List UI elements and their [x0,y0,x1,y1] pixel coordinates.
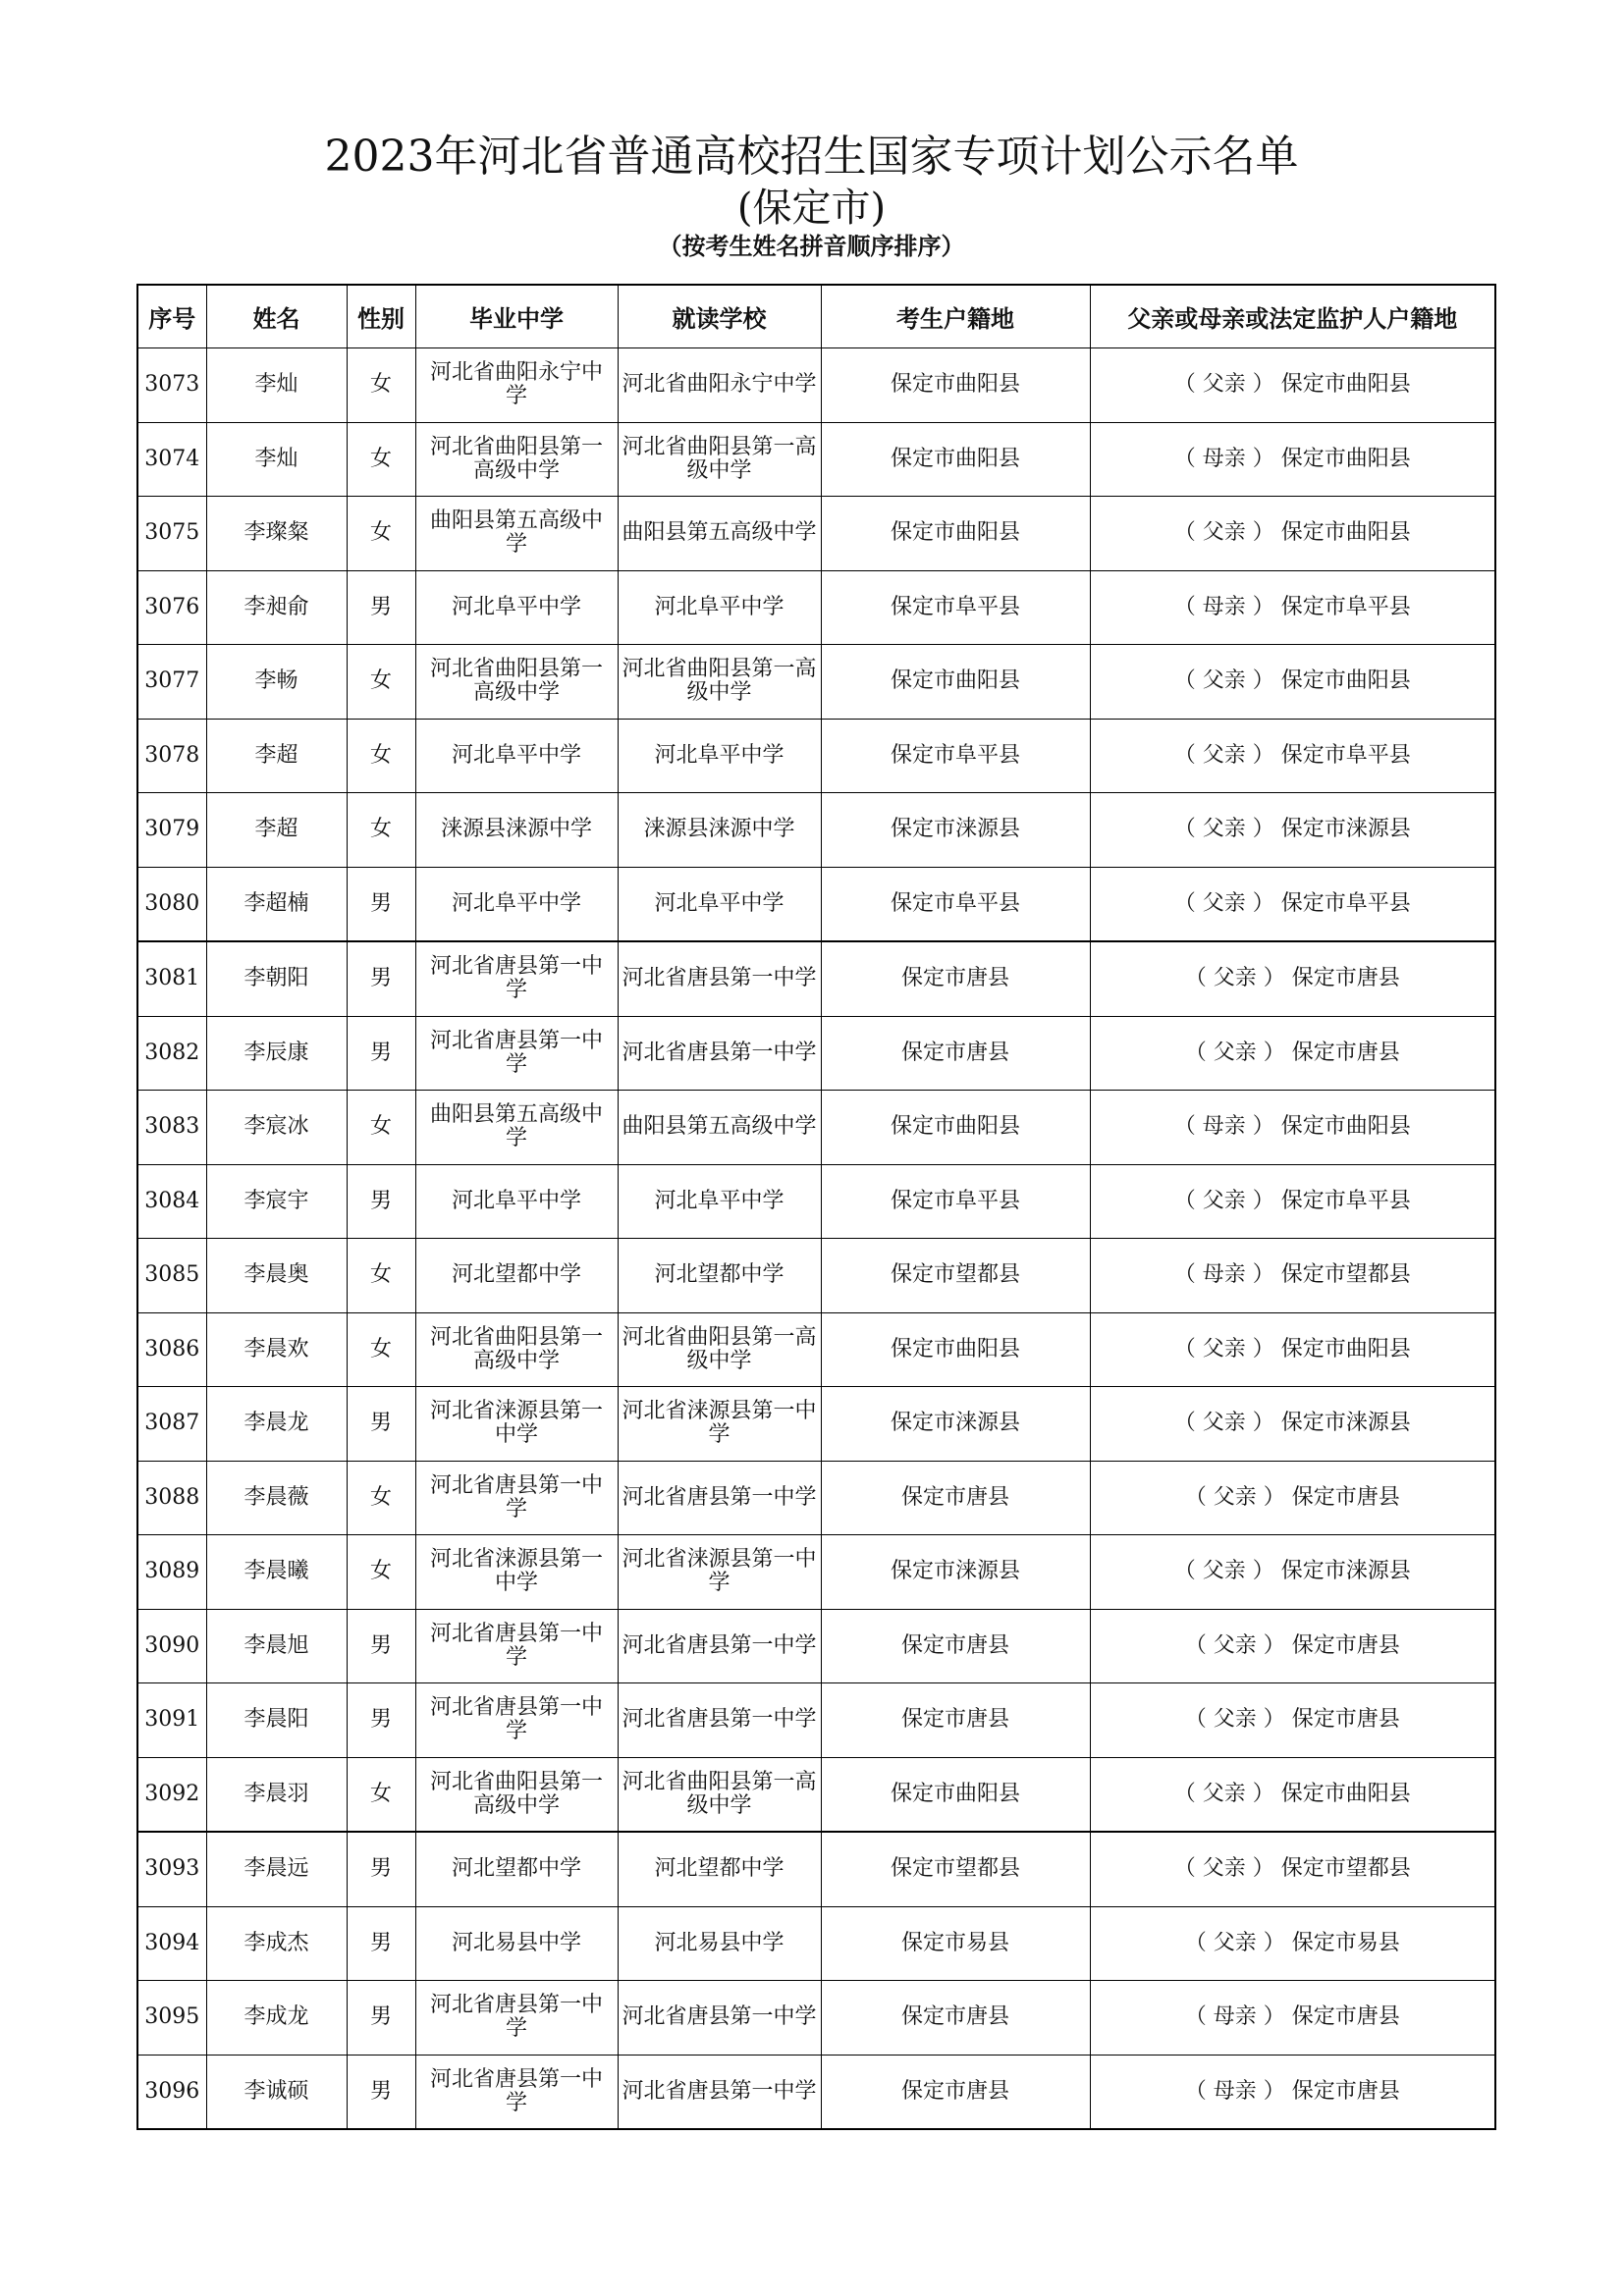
cell-serial: 3091 [137,1683,206,1758]
cell-guardian-residence: （ 父亲 ） 保定市阜平县 [1090,1164,1495,1239]
cell-graduation-school: 河北阜平中学 [415,1164,618,1239]
cell-current-school: 河北望都中学 [618,1832,821,1906]
cell-serial: 3073 [137,348,206,423]
cell-current-school: 曲阳县第五高级中学 [618,1091,821,1165]
table-row [137,1757,1495,1832]
cell-graduation-school: 河北省唐县第一中学 [415,1981,618,2056]
cell-candidate-residence: 保定市涞源县 [821,1387,1090,1462]
cell-guardian-residence: （ 父亲 ） 保定市望都县 [1090,1832,1495,1906]
cell-guardian-residence: （ 父亲 ） 保定市曲阳县 [1090,645,1495,720]
cell-candidate-residence: 保定市阜平县 [821,1164,1090,1239]
cell-guardian-residence: （ 母亲 ） 保定市望都县 [1090,1239,1495,1313]
table-row [137,1461,1495,1535]
cell-gender: 男 [347,1981,415,2056]
cell-candidate-residence: 保定市曲阳县 [821,1312,1090,1387]
cell-graduation-school: 河北省唐县第一中学 [415,1683,618,1758]
cell-candidate-residence: 保定市涞源县 [821,1535,1090,1610]
cell-current-school: 涞源县涞源中学 [618,793,821,868]
cell-serial: 3096 [137,2055,206,2129]
cell-candidate-residence: 保定市唐县 [821,1609,1090,1683]
cell-name: 李超 [206,793,347,868]
cell-candidate-residence: 保定市唐县 [821,1461,1090,1535]
cell-name: 李畅 [206,645,347,720]
table-row [137,1091,1495,1165]
table-row [137,1535,1495,1610]
cell-guardian-residence: （ 母亲 ） 保定市曲阳县 [1090,1091,1495,1165]
cell-guardian-residence: （ 父亲 ） 保定市涞源县 [1090,1535,1495,1610]
cell-gender: 女 [347,719,415,793]
cell-current-school: 河北省唐县第一中学 [618,1683,821,1758]
cell-name: 李晨欢 [206,1312,347,1387]
cell-gender: 女 [347,793,415,868]
header-serial: 序号 [137,285,206,348]
cell-candidate-residence: 保定市曲阳县 [821,645,1090,720]
table-row [137,1387,1495,1462]
header-guardian-residence: 父亲或母亲或法定监护人户籍地 [1090,285,1495,348]
cell-guardian-residence: （ 父亲 ） 保定市唐县 [1090,1461,1495,1535]
cell-graduation-school: 涞源县涞源中学 [415,793,618,868]
cell-current-school: 河北省曲阳县第一高级中学 [618,1312,821,1387]
cell-name: 李晨龙 [206,1387,347,1462]
table-row [137,1981,1495,2056]
cell-name: 李宸冰 [206,1091,347,1165]
cell-current-school: 河北阜平中学 [618,570,821,645]
cell-guardian-residence: （ 父亲 ） 保定市唐县 [1090,941,1495,1016]
cell-graduation-school: 河北省曲阳县第一高级中学 [415,645,618,720]
cell-candidate-residence: 保定市唐县 [821,1016,1090,1091]
cell-graduation-school: 河北阜平中学 [415,719,618,793]
cell-graduation-school: 河北省涞源县第一中学 [415,1535,618,1610]
table-body [137,348,1495,2130]
cell-graduation-school: 河北省唐县第一中学 [415,1016,618,1091]
cell-graduation-school: 河北省曲阳县第一高级中学 [415,422,618,497]
cell-serial: 3093 [137,1832,206,1906]
cell-graduation-school: 河北省曲阳永宁中学 [415,348,618,423]
sort-note: （按考生姓名拼音顺序排序） [658,233,965,260]
document-title: 2023年河北省普通高校招生国家专项计划公示名单 [324,132,1299,182]
cell-name: 李晨远 [206,1832,347,1906]
cell-serial: 3081 [137,941,206,1016]
cell-gender: 女 [347,348,415,423]
cell-gender: 男 [347,1906,415,1981]
cell-graduation-school: 河北易县中学 [415,1906,618,1981]
header-current-school: 就读学校 [618,285,821,348]
cell-name: 李昶俞 [206,570,347,645]
cell-current-school: 河北省唐县第一中学 [618,1609,821,1683]
table-row [137,1312,1495,1387]
cell-serial: 3079 [137,793,206,868]
cell-candidate-residence: 保定市曲阳县 [821,1091,1090,1165]
cell-serial: 3074 [137,422,206,497]
cell-current-school: 河北省唐县第一中学 [618,1981,821,2056]
cell-serial: 3089 [137,1535,206,1610]
cell-name: 李超 [206,719,347,793]
cell-guardian-residence: （ 母亲 ） 保定市曲阳县 [1090,422,1495,497]
cell-current-school: 河北阜平中学 [618,1164,821,1239]
cell-gender: 女 [347,1535,415,1610]
cell-current-school: 河北省唐县第一中学 [618,1016,821,1091]
cell-candidate-residence: 保定市阜平县 [821,570,1090,645]
cell-current-school: 河北省曲阳永宁中学 [618,348,821,423]
cell-name: 李灿 [206,422,347,497]
cell-gender: 男 [347,570,415,645]
cell-guardian-residence: （ 父亲 ） 保定市易县 [1090,1906,1495,1981]
cell-serial: 3086 [137,1312,206,1387]
cell-name: 李晨曦 [206,1535,347,1610]
cell-graduation-school: 河北省唐县第一中学 [415,1609,618,1683]
cell-graduation-school: 河北阜平中学 [415,867,618,941]
cell-candidate-residence: 保定市涞源县 [821,793,1090,868]
table-row [137,645,1495,720]
cell-graduation-school: 河北省唐县第一中学 [415,2055,618,2129]
cell-graduation-school: 曲阳县第五高级中学 [415,1091,618,1165]
cell-candidate-residence: 保定市望都县 [821,1832,1090,1906]
cell-name: 李晨阳 [206,1683,347,1758]
cell-name: 李璨粲 [206,497,347,571]
cell-gender: 男 [347,1609,415,1683]
cell-serial: 3085 [137,1239,206,1313]
cell-gender: 男 [347,867,415,941]
cell-serial: 3088 [137,1461,206,1535]
table-row [137,2055,1495,2129]
cell-gender: 女 [347,422,415,497]
cell-gender: 男 [347,1164,415,1239]
cell-current-school: 河北省唐县第一中学 [618,1461,821,1535]
cell-graduation-school: 河北望都中学 [415,1832,618,1906]
table-row [137,1239,1495,1313]
cell-name: 李晨羽 [206,1757,347,1832]
cell-candidate-residence: 保定市曲阳县 [821,497,1090,571]
cell-name: 李晨旭 [206,1609,347,1683]
cell-candidate-residence: 保定市唐县 [821,1683,1090,1758]
cell-serial: 3092 [137,1757,206,1832]
cell-gender: 女 [347,1239,415,1313]
cell-serial: 3080 [137,867,206,941]
cell-gender: 女 [347,497,415,571]
cell-current-school: 曲阳县第五高级中学 [618,497,821,571]
cell-gender: 男 [347,941,415,1016]
cell-guardian-residence: （ 父亲 ） 保定市曲阳县 [1090,1312,1495,1387]
cell-serial: 3078 [137,719,206,793]
cell-current-school: 河北省曲阳县第一高级中学 [618,645,821,720]
header-candidate-residence: 考生户籍地 [821,285,1090,348]
table-row [137,497,1495,571]
cell-gender: 女 [347,1312,415,1387]
cell-current-school: 河北阜平中学 [618,867,821,941]
cell-gender: 男 [347,1016,415,1091]
cell-guardian-residence: （ 父亲 ） 保定市阜平县 [1090,867,1495,941]
header-graduation-school: 毕业中学 [415,285,618,348]
cell-current-school: 河北省唐县第一中学 [618,2055,821,2129]
cell-guardian-residence: （ 父亲 ） 保定市唐县 [1090,1683,1495,1758]
cell-serial: 3076 [137,570,206,645]
cell-name: 李诚硕 [206,2055,347,2129]
table-row [137,867,1495,941]
cell-current-school: 河北省曲阳县第一高级中学 [618,422,821,497]
cell-graduation-school: 河北省曲阳县第一高级中学 [415,1757,618,1832]
cell-gender: 男 [347,1832,415,1906]
cell-current-school: 河北省唐县第一中学 [618,941,821,1016]
cell-serial: 3090 [137,1609,206,1683]
cell-current-school: 河北易县中学 [618,1906,821,1981]
cell-gender: 男 [347,1387,415,1462]
cell-graduation-school: 河北望都中学 [415,1239,618,1313]
cell-gender: 女 [347,1757,415,1832]
cell-guardian-residence: （ 父亲 ） 保定市唐县 [1090,1609,1495,1683]
cell-guardian-residence: （ 母亲 ） 保定市唐县 [1090,1981,1495,2056]
cell-candidate-residence: 保定市阜平县 [821,867,1090,941]
cell-name: 李灿 [206,348,347,423]
cell-guardian-residence: （ 父亲 ） 保定市阜平县 [1090,719,1495,793]
cell-graduation-school: 河北省涞源县第一中学 [415,1387,618,1462]
cell-candidate-residence: 保定市曲阳县 [821,348,1090,423]
table-header-row [137,285,1495,348]
cell-serial: 3087 [137,1387,206,1462]
cell-candidate-residence: 保定市唐县 [821,2055,1090,2129]
cell-current-school: 河北省涞源县第一中学 [618,1535,821,1610]
roster-table [136,284,1496,2130]
cell-gender: 女 [347,1461,415,1535]
cell-candidate-residence: 保定市阜平县 [821,719,1090,793]
cell-serial: 3095 [137,1981,206,2056]
cell-candidate-residence: 保定市唐县 [821,1981,1090,2056]
table-row [137,422,1495,497]
cell-serial: 3094 [137,1906,206,1981]
cell-serial: 3077 [137,645,206,720]
cell-name: 李成龙 [206,1981,347,2056]
table-row [137,1683,1495,1758]
cell-current-school: 河北阜平中学 [618,719,821,793]
cell-candidate-residence: 保定市望都县 [821,1239,1090,1313]
cell-graduation-school: 河北省曲阳县第一高级中学 [415,1312,618,1387]
cell-graduation-school: 曲阳县第五高级中学 [415,497,618,571]
cell-candidate-residence: 保定市曲阳县 [821,422,1090,497]
cell-current-school: 河北省曲阳县第一高级中学 [618,1757,821,1832]
table-row [137,941,1495,1016]
cell-current-school: 河北省涞源县第一中学 [618,1387,821,1462]
table-row [137,348,1495,423]
cell-name: 李朝阳 [206,941,347,1016]
cell-candidate-residence: 保定市唐县 [821,941,1090,1016]
cell-candidate-residence: 保定市曲阳县 [821,1757,1090,1832]
cell-name: 李辰康 [206,1016,347,1091]
cell-serial: 3084 [137,1164,206,1239]
cell-guardian-residence: （ 母亲 ） 保定市阜平县 [1090,570,1495,645]
table-row [137,570,1495,645]
header-gender: 性别 [347,285,415,348]
cell-gender: 男 [347,2055,415,2129]
table-row [137,1164,1495,1239]
document-subtitle: (保定市) [736,186,887,231]
table-row [137,1609,1495,1683]
table-row [137,1016,1495,1091]
cell-name: 李宸宇 [206,1164,347,1239]
cell-current-school: 河北望都中学 [618,1239,821,1313]
cell-name: 李晨奥 [206,1239,347,1313]
cell-serial: 3083 [137,1091,206,1165]
cell-serial: 3075 [137,497,206,571]
cell-gender: 女 [347,1091,415,1165]
cell-guardian-residence: （ 母亲 ） 保定市唐县 [1090,2055,1495,2129]
table-row [137,793,1495,868]
header-name: 姓名 [206,285,347,348]
cell-graduation-school: 河北阜平中学 [415,570,618,645]
table-row [137,719,1495,793]
cell-gender: 男 [347,1683,415,1758]
cell-guardian-residence: （ 父亲 ） 保定市涞源县 [1090,793,1495,868]
cell-gender: 女 [347,645,415,720]
cell-guardian-residence: （ 父亲 ） 保定市涞源县 [1090,1387,1495,1462]
cell-candidate-residence: 保定市易县 [821,1906,1090,1981]
cell-graduation-school: 河北省唐县第一中学 [415,1461,618,1535]
cell-guardian-residence: （ 父亲 ） 保定市曲阳县 [1090,348,1495,423]
table-row [137,1906,1495,1981]
cell-name: 李晨薇 [206,1461,347,1535]
cell-guardian-residence: （ 父亲 ） 保定市唐县 [1090,1016,1495,1091]
cell-name: 李超楠 [206,867,347,941]
cell-guardian-residence: （ 父亲 ） 保定市曲阳县 [1090,497,1495,571]
cell-name: 李成杰 [206,1906,347,1981]
table-row [137,1832,1495,1906]
cell-guardian-residence: （ 父亲 ） 保定市曲阳县 [1090,1757,1495,1832]
cell-graduation-school: 河北省唐县第一中学 [415,941,618,1016]
cell-serial: 3082 [137,1016,206,1091]
